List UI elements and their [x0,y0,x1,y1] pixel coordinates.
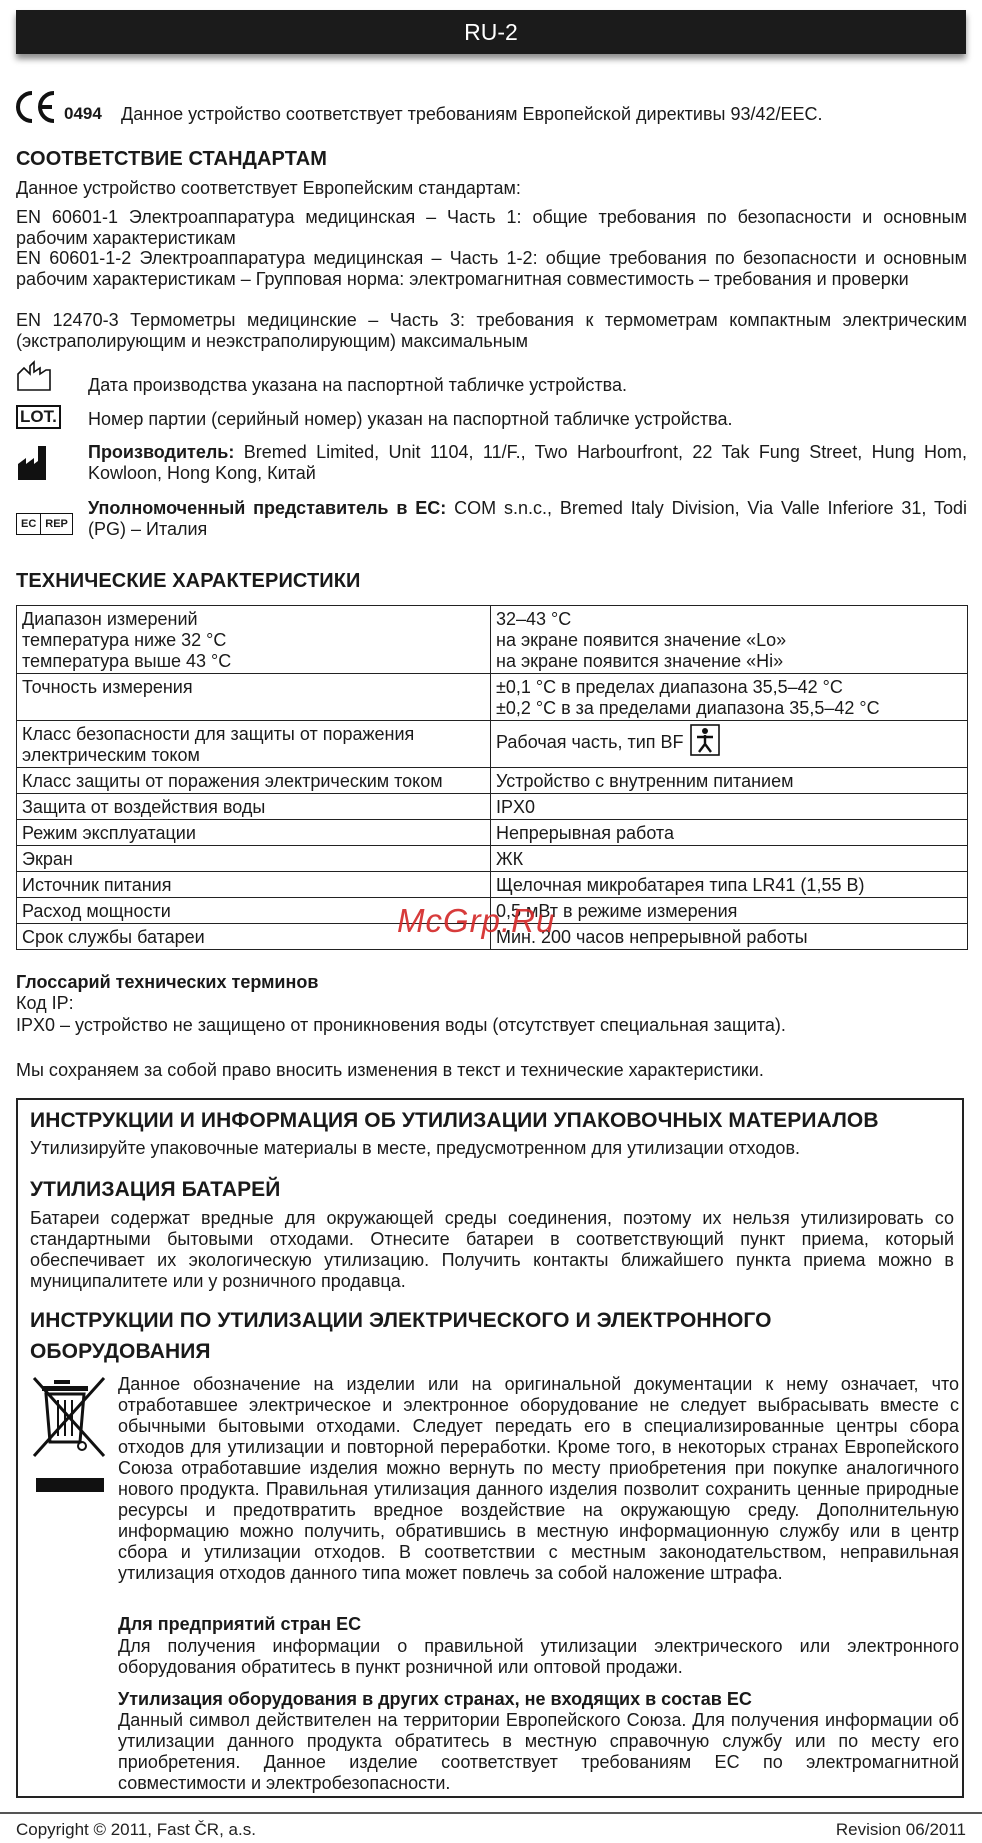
battery-heading: УТИЛИЗАЦИЯ БАТАРЕЙ [30,1178,281,1201]
spec-parameter-line: Источник питания [22,875,172,895]
glossary-ip-label: Код IP: [16,993,74,1013]
spec-parameter-line: температура выше 43 °C [22,651,232,671]
spec-parameter-cell [17,674,491,721]
standard-item-12470-3: EN 12470-3 Термометры медицинские – Часть 3: требования к термометрам компактным электрическим (экстраполирующим и неэкстраполирующим) максимальным [16,310,967,351]
standard-item-60601-1: EN 60601-1 Электроаппаратура медицинская – Часть 1: общие требования по безопасности и основным рабочим характеристикам [16,207,967,248]
spec-parameter-line: Защита от воздействия воды [22,797,266,817]
spec-value-cell [491,674,968,721]
eu-business-title: Для предприятий стран ЕС [118,1614,362,1634]
non-eu-title: Утилизация оборудования в других странах, не входящих в состав ЕС [118,1689,752,1709]
spec-value-line: ±0,1 °C в пределах диапазона 35,5–42 °C [496,677,843,697]
spec-value-line: Устройство с внутренним питанием [496,771,794,791]
standard-item-60601-1-2: EN 60601-1-2 Электроаппаратура медицинская – Часть 1-2: общие требования по безопасности и основным рабочим характеристикам – Групповая норма: электромагнитная совместимость – требования и проверки [16,248,967,289]
weee-bin-icon [30,1374,112,1499]
battery-text: Батареи содержат вредные для окружающей среды соединения, поэтому их нельзя утилизировать со стандартными бытовыми отходами. Отнесите батареи в соответствующий пункт приема, который обеспечивает их экологическую утилизацию. Получить контакты ближайшего пункта приема можно в муниципалитете или у розничного продавца. [30,1208,954,1291]
spec-value-line: 0,5 мВт в режиме измерения [496,901,738,921]
rep-label: REP [45,518,68,530]
tech-specs-heading: ТЕХНИЧЕСКИЕ ХАРАКТЕРИСТИКИ [16,570,361,592]
footer-revision: Revision 06/2011 [835,1820,966,1839]
spec-value-line: на экране появится значение «Lo» [496,630,787,650]
spec-value-cell [491,606,968,674]
spec-parameter-line: Класс защиты от поражения электрическим током [22,771,443,791]
type-bf-icon [690,724,720,761]
spec-parameter-line: Класс безопасности для защиты от поражения электрическим током [22,724,415,765]
packaging-text: Утилизируйте упаковочные материалы в месте, предусмотренном для утилизации отходов. [30,1138,801,1158]
ec-label: EC [17,514,41,534]
standards-heading: СООТВЕТСТВИЕ СТАНДАРТАМ [16,148,328,170]
spec-value-text: Рабочая часть, тип BF [496,732,684,752]
spec-value-line: Мин. 200 часов непрерывной работы [496,927,808,947]
spec-value-line: ЖК [496,849,524,869]
glossary-title: Глоссарий технических терминов [16,972,319,992]
manufacturer-label: Производитель: [88,442,235,462]
spec-parameter-line: Точность измерения [22,677,193,697]
watermark-text: McGrp.Ru [397,902,556,939]
manufacturer-info [88,442,967,484]
footer-copyright: Copyright © 2011, Fast ČR, a.s. [16,1820,256,1839]
spec-parameter-cell [17,820,491,846]
weee-text: Данное обозначение на изделии или на оригинальной документации к нему означает, что отработавшее электрическое и электронное оборудование не следует выбрасывать вместе с обычными бытовыми отходами. Следует передать его в специализированные центры сбора отходов для утилизации и повторной переработки. Кроме того, в некоторых странах Европейского Союза отработавшие изделия можно вернуть по месту приобретения при покупке аналогичного нового продукта. Правильная утилизация данного изделия позволит сохранить ценные природные ресурсы и предотвратить вредное воздействие на окружающую среду. Дополнительную информацию можно получить, обратившись в местную информационную службу или в центр сбора и утилизации отходов. В соответствии с местным законодательством, неправильная утилизация отходов данного типа может повлечь за собой наложение штрафа. [118,1374,959,1583]
spec-value-line: IPX0 [496,797,536,817]
ec-representative-address: COM s.n.c., Bremed Italy Division, Via Valle Inferiore 31, Todi (PG) – Италия [88,498,967,539]
spec-parameter-line: температура ниже 32 °C [22,630,227,650]
spec-parameter-cell [17,768,491,794]
manufacture-date-text: Дата производства указана на паспортной табличке устройства. [88,375,627,395]
ce-notified-body-code: 0494 [64,104,102,123]
spec-value-cell [491,898,968,924]
spec-parameter-cell [17,794,491,820]
ec-representative-label: Уполномоченный представитель в ЕС: [88,498,447,518]
spec-value-cell [491,768,968,794]
spec-value-cell [491,794,968,820]
page-header-bar [16,10,966,54]
spec-parameter-line: Срок службы батареи [22,927,205,947]
manufacture-date-icon [16,360,52,397]
spec-parameter-line: Экран [22,849,73,869]
spec-parameter-cell [17,721,491,768]
ec-representative-info [88,498,967,540]
spec-parameter-cell [17,846,491,872]
spec-value-line: Щелочная микробатарея типа LR41 (1,55 В) [496,875,865,895]
eu-business-text: Для получения информации о правильной утилизации электрического или электронного оборудования обратитесь в пункт розничной или оптовой продажи. [118,1636,959,1677]
tech-spec-row [17,820,968,846]
manufacturer-address: Bremed Limited, Unit 1104, 11/F., Two Harbourfront, 22 Tak Fung Street, Hung Hom, Kowloon, Hong Kong, Китай [88,442,967,483]
tech-specs-table [16,605,968,950]
tech-spec-row [17,606,968,674]
changes-notice: Мы сохраняем за собой право вносить изменения в текст и технические характеристики. [16,1060,764,1080]
non-eu-text: Данный символ действителен на территории Европейского Союза. Для получения информации об утилизации данного продукта обратитесь в местную справочную службу или по месту его приобретения. Данное изделие соответствует требованиям ЕС по электромагнитной совместимости и электробезопасности. [118,1710,959,1793]
page-header-title: RU-2 [464,19,518,45]
glossary-ipx0: IPX0 – устройство не защищено от проникновения воды (отсутствует специальная защита). [16,1015,786,1035]
spec-value-cell [491,846,968,872]
spec-parameter-cell [17,872,491,898]
lot-text: Номер партии (серийный номер) указан на паспортной табличке устройства. [88,409,733,429]
weee-heading-line2: ОБОРУДОВАНИЯ [30,1340,211,1363]
spec-parameter-cell [17,606,491,674]
lot-icon [16,405,61,429]
packaging-heading: ИНСТРУКЦИИ И ИНФОРМАЦИЯ ОБ УТИЛИЗАЦИИ УПАКОВОЧНЫХ МАТЕРИАЛОВ [30,1109,879,1132]
manufacturer-icon [16,444,50,487]
spec-value-line: на экране появится значение «Hi» [496,651,784,671]
ce-mark-icon [14,90,58,124]
tech-spec-row [17,674,968,721]
spec-value-line: 32–43 °C [496,609,572,629]
weee-heading-line1: ИНСТРУКЦИИ ПО УТИЛИЗАЦИИ ЭЛЕКТРИЧЕСКОГО И ЭЛЕКТРОННОГО [30,1309,772,1332]
tech-spec-row [17,768,968,794]
spec-parameter-line: Диапазон измерений [22,609,198,629]
ec-rep-icon [16,513,73,535]
spec-value-line: Непрерывная работа [496,823,674,843]
tech-spec-row [17,872,968,898]
standards-intro: Данное устройство соответствует Европейским стандартам: [16,178,521,198]
spec-value-line: ±0,2 °C в за пределами диапазона 35,5–42 °C [496,698,880,718]
spec-value-cell [491,721,968,768]
spec-value-cell [491,872,968,898]
ce-conformity-text: Данное устройство соответствует требованиям Европейской директивы 93/42/EEC. [121,104,823,124]
lot-label: LOT. [20,407,57,426]
tech-spec-row [17,846,968,872]
spec-parameter-line: Расход мощности [22,901,171,921]
tech-spec-row [17,794,968,820]
spec-value-line [496,724,962,761]
footer-divider [0,1812,982,1814]
spec-value-cell [491,924,968,950]
spec-value-cell [491,820,968,846]
spec-parameter-line: Режим эксплуатации [22,823,196,843]
tech-spec-row [17,721,968,768]
